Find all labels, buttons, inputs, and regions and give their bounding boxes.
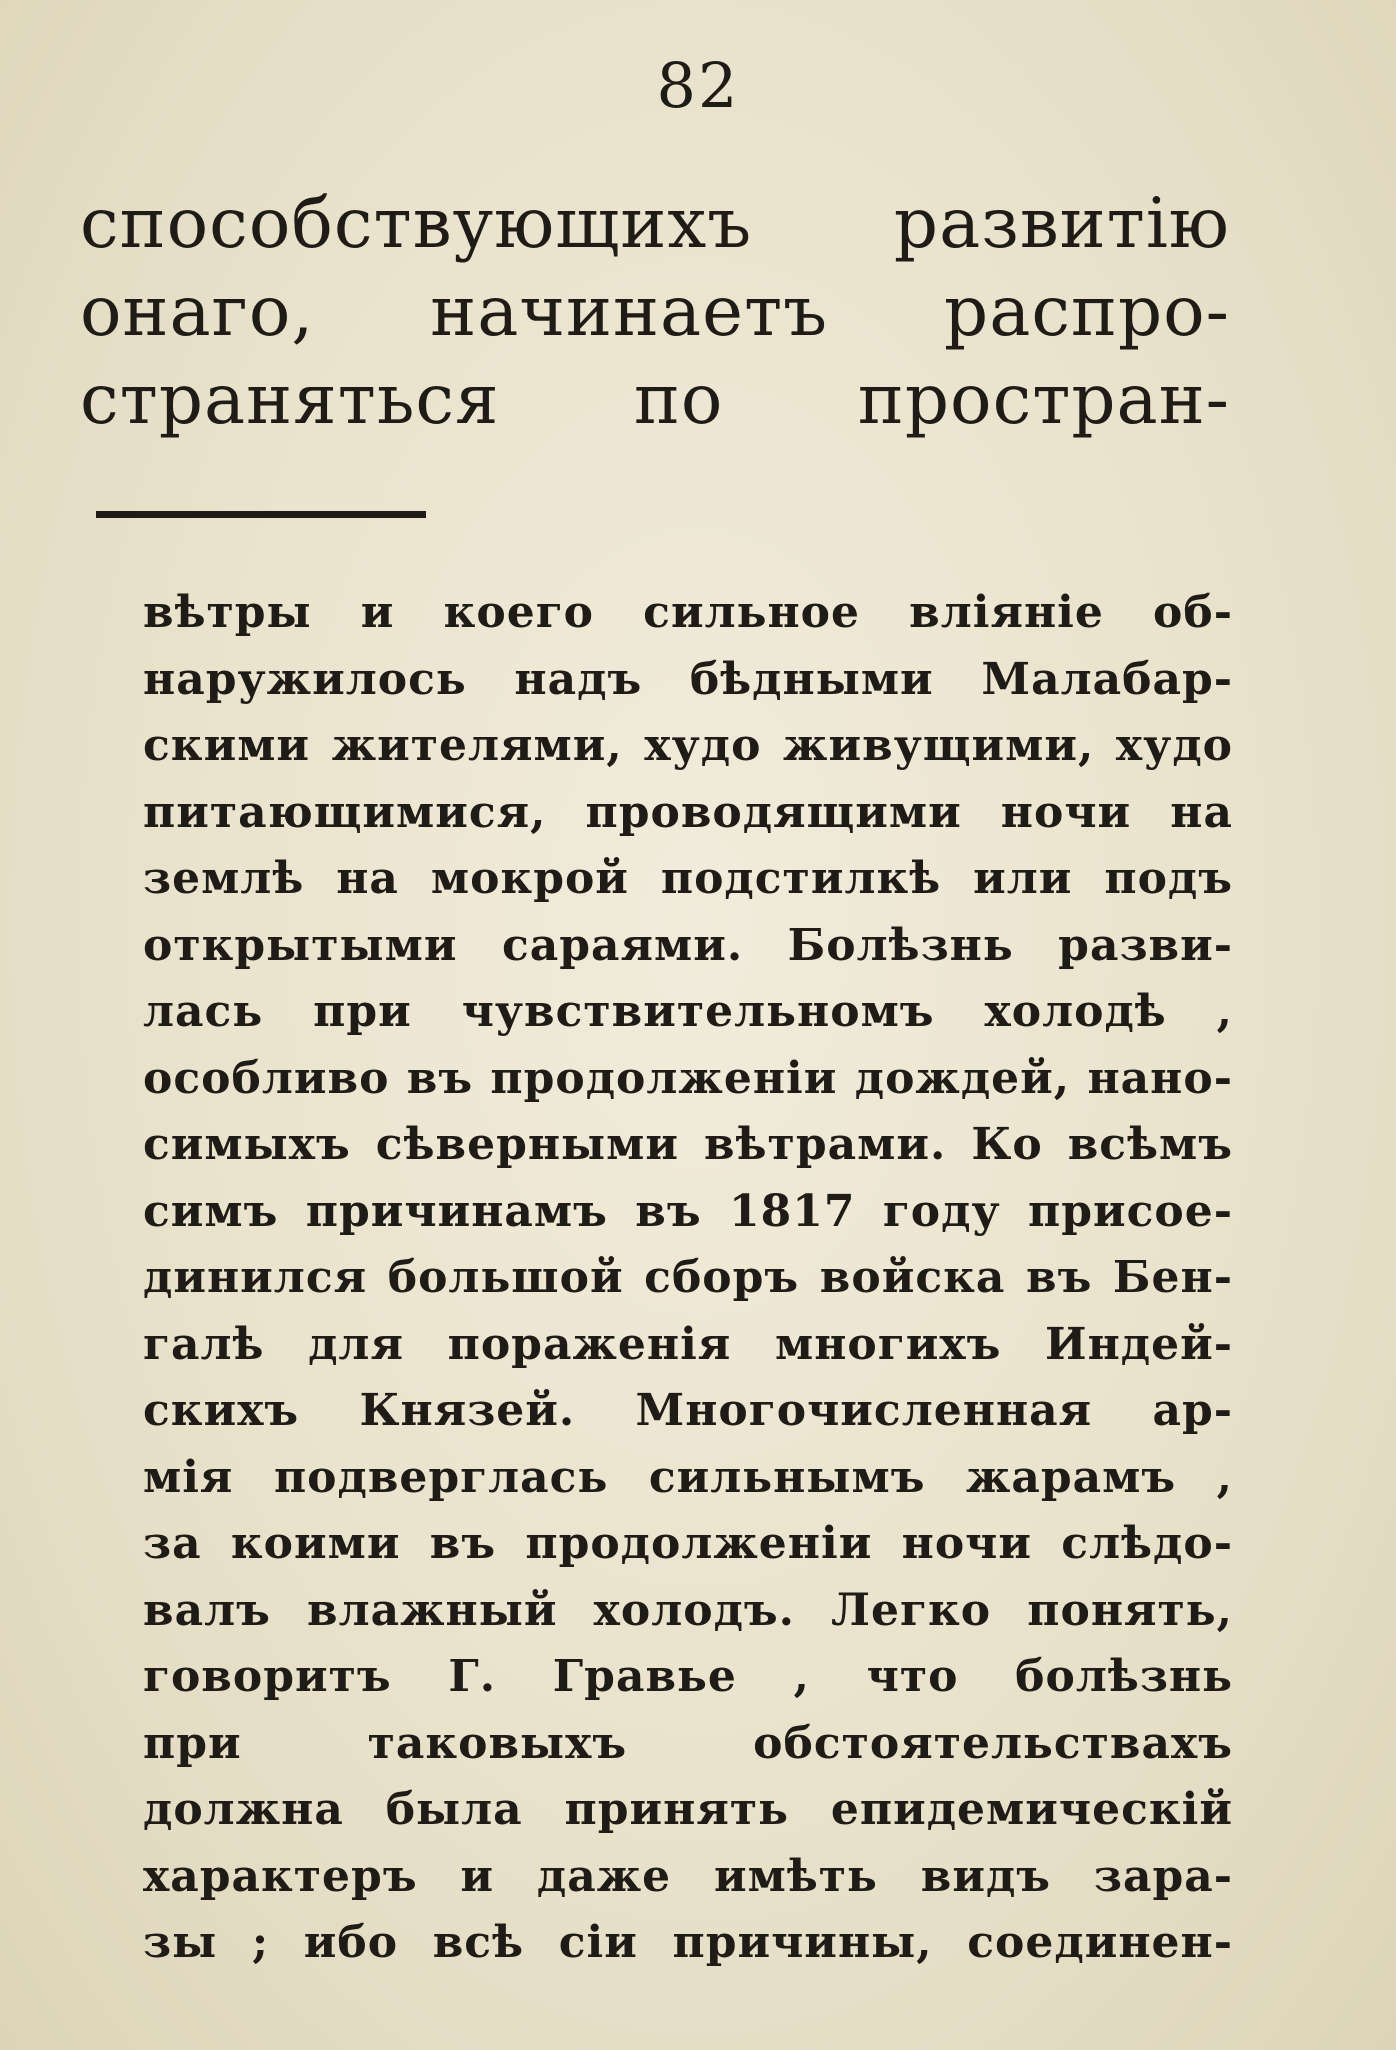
footnote-line: динился большой сборъ войска въ Бен-: [143, 1252, 1233, 1303]
footnote-line: питающимися, проводящими ночи на: [143, 786, 1233, 838]
main-text-line: страняться по простран-: [80, 360, 1230, 440]
main-text: [80, 180, 1230, 444]
footnote-line: симъ причинамъ въ 1817 году присое-: [143, 1185, 1233, 1237]
footnote-line: валъ влажный холодъ. Легко понять,: [143, 1584, 1233, 1636]
footnote-line: землѣ на мокрой подстилкѣ или подъ: [143, 853, 1233, 904]
footnote-line: должна была принять епидемическій: [143, 1784, 1233, 1835]
footnote-line: при таковыхъ обстоятельствахъ: [143, 1717, 1233, 1769]
footnote-line: наружилось надъ бѣдными Малабар-: [143, 653, 1233, 705]
page-number: 82: [656, 49, 740, 122]
main-text-line: способствующихъ развитію: [80, 184, 1230, 264]
footnote: [143, 580, 1233, 1977]
footnote-line: за коими въ продолженіи ночи слѣдо-: [143, 1518, 1233, 1569]
footnote-rule: [96, 511, 426, 518]
footnote-line: особливо въ продолженіи дождей, нано-: [143, 1052, 1233, 1104]
footnote-line: говоритъ Г. Гравье , что болѣзнь: [143, 1651, 1233, 1702]
main-text-line: онаго, начинаетъ распро-: [80, 272, 1230, 352]
footnote-line: характеръ и даже имѣть видъ зара-: [143, 1850, 1233, 1902]
footnote-line: открытыми сараями. Болѣзнь разви-: [143, 919, 1233, 971]
footnote-line: лась при чувствительномъ холодѣ ,: [143, 986, 1233, 1037]
footnote-line: мія подверглась сильнымъ жарамъ ,: [143, 1451, 1233, 1503]
footnote-line: галѣ для пораженія многихъ Индей-: [143, 1318, 1233, 1370]
footnote-line: вѣтры и коего сильное вліяніе об-: [143, 587, 1233, 638]
footnote-line: зы ; ибо всѣ сіи причины, соединен-: [143, 1917, 1233, 1968]
footnote-line: скихъ Князей. Многочисленная ар-: [143, 1385, 1233, 1436]
footnote-line: симыхъ сѣверными вѣтрами. Ко всѣмъ: [143, 1119, 1233, 1170]
footnote-line: скими жителями, худо живущими, худо: [143, 720, 1233, 771]
